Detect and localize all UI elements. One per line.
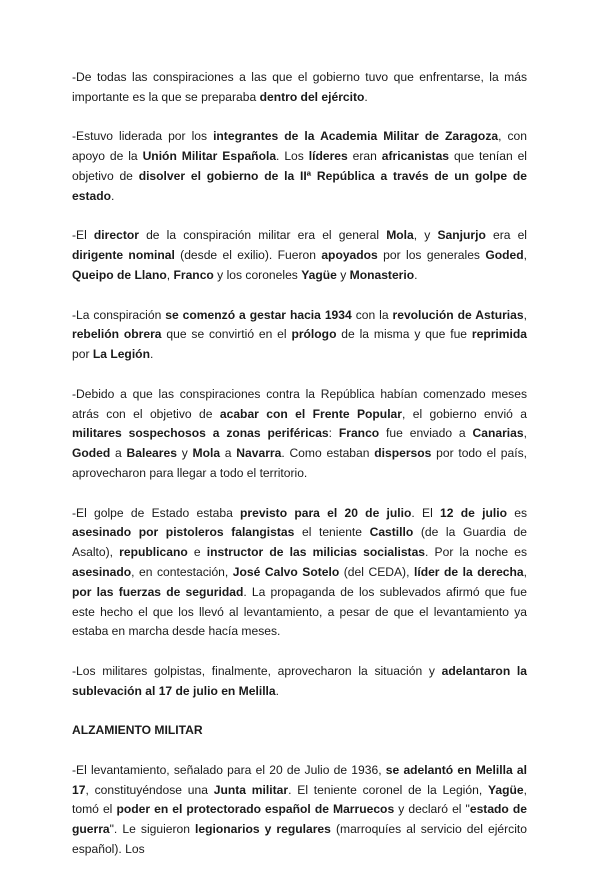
text-run: -Los militares golpistas, finalmente, aprovecharon la situación y	[72, 663, 442, 678]
bold-text: Sanjurjo	[437, 228, 486, 243]
bold-text: dirigente nominal	[72, 248, 175, 263]
document-body	[72, 68, 527, 880]
text-run: .	[414, 267, 418, 282]
text-run: de la conspiración militar era el general	[138, 228, 387, 243]
text-run: (marroquíes al servicio del ejército español). Los	[72, 822, 527, 857]
text-run: con la	[351, 307, 393, 322]
bold-text: La Legión	[92, 347, 150, 362]
bold-text: líderes	[308, 149, 348, 164]
bold-text: acabar con el Frente Popular	[219, 406, 402, 421]
text-run: :	[328, 426, 339, 441]
text-run: -Estuvo liderada por los	[72, 129, 214, 144]
text-run: y declaró el "	[394, 802, 470, 817]
text-run: , tomó el	[72, 782, 527, 817]
text-run: . Por la noche es	[425, 545, 527, 560]
text-run: , el gobierno envió a	[401, 406, 528, 421]
bold-text: instructor de las milicias socialistas	[206, 545, 426, 560]
section-heading: ALZAMIENTO MILITAR	[72, 723, 203, 738]
text-run: -El levantamiento, señalado para el 20 de Julio de 1936,	[72, 762, 386, 777]
bold-text: reprimida	[471, 327, 528, 342]
text-run: -El golpe de Estado estaba	[72, 505, 241, 520]
bold-text: Goded	[485, 248, 524, 263]
text-run: .	[110, 188, 115, 203]
text-run: (de la Guardia de Asalto),	[72, 525, 528, 560]
bold-text: rebelión obrera	[72, 327, 162, 342]
text-run: eran	[347, 149, 382, 164]
text-run: por los generales	[377, 248, 486, 263]
paragraph	[72, 662, 527, 702]
paragraph	[72, 68, 527, 108]
bold-text: republicano	[119, 545, 188, 560]
paragraph	[72, 761, 527, 860]
bold-text: africanistas	[381, 149, 450, 164]
bold-text: José Calvo Sotelo	[232, 564, 340, 579]
text-run: por	[72, 347, 93, 362]
text-run: . La propaganda de los sublevados afirmó que fue este hecho el que los llevó al levantamiento, a pesar de que el levantamiento ya estaba en marcha desde hacía meses.	[72, 584, 527, 639]
text-run: y	[176, 446, 193, 461]
text-run: el teniente	[294, 525, 370, 540]
text-run: (del CEDA),	[339, 564, 414, 579]
paragraph-group	[72, 761, 527, 860]
bold-text: Baleares	[126, 446, 177, 461]
bold-text: revolución de Asturias	[392, 307, 524, 322]
bold-text: estado de guerra	[72, 802, 527, 837]
text-run: , constituyéndose una	[85, 782, 214, 797]
bold-text: poder en el protectorado español de Marruecos	[116, 802, 395, 817]
text-run: -Debido a que las conspiraciones contra la República habían comenzado meses atrás con el objetivo de	[72, 386, 527, 421]
text-run: -De todas las conspiraciones a las que el gobierno tuvo que enfrentarse, la más importante es la que se preparaba	[72, 70, 527, 104]
bold-text: 12 de julio	[440, 505, 507, 520]
paragraph	[72, 504, 527, 643]
text-run: ,	[523, 564, 528, 579]
text-run: por todo el país, aprovecharon para llegar a todo el territorio.	[72, 446, 527, 480]
bold-text: dispersos	[374, 446, 432, 461]
text-run: a	[110, 446, 127, 461]
bold-text: militares sospechosos a zonas periféricas	[72, 426, 329, 441]
text-run: -La conspiración	[72, 307, 166, 322]
text-run: e	[187, 545, 207, 560]
text-run: era el	[485, 228, 527, 243]
bold-text: dentro del ejército	[259, 89, 365, 104]
text-run: y los coroneles	[213, 267, 302, 282]
bold-text: adelantaron la sublevación al 17 de julio en Melilla	[72, 663, 528, 698]
bold-text: Queipo de Llano	[72, 267, 167, 282]
paragraph-group	[72, 68, 527, 702]
bold-text: Yagüe	[487, 782, 524, 797]
text-run: y	[336, 267, 350, 282]
bold-text: Navarra	[236, 446, 282, 461]
text-run: de la misma y que fue	[336, 327, 472, 342]
bold-text: prólogo	[291, 327, 337, 342]
bold-text: asesinado por pistoleros falangistas	[72, 525, 295, 540]
bold-text: Yagüe	[301, 267, 337, 282]
text-run: .	[364, 89, 368, 104]
bold-text: legionarios y regulares	[195, 822, 331, 837]
bold-text: Unión Militar Española	[142, 149, 277, 164]
text-run: . Los	[276, 149, 309, 164]
bold-text: por las fuerzas de seguridad	[72, 584, 244, 599]
text-run: a	[220, 446, 237, 461]
text-run: es	[506, 505, 527, 520]
bold-text: Franco	[338, 426, 380, 441]
paragraph	[72, 385, 527, 484]
bold-text: Mola	[192, 446, 221, 461]
text-run: ,	[166, 267, 174, 282]
text-run: fue enviado a	[379, 426, 473, 441]
text-run: . El	[411, 505, 441, 520]
text-run: ,	[523, 307, 527, 322]
bold-text: líder de la derecha	[413, 564, 524, 579]
bold-text: Franco	[173, 267, 214, 282]
text-run: que se convirtió en el	[161, 327, 292, 342]
bold-text: Castillo	[369, 525, 414, 540]
text-run: .	[275, 683, 280, 698]
text-run: . El teniente coronel de la Legión,	[288, 782, 488, 797]
text-run: que tenían el objetivo de	[72, 149, 527, 183]
text-run: (desde el exilio). Fueron	[174, 248, 322, 263]
text-run: -El	[72, 228, 94, 243]
bold-text: Monasterio	[349, 267, 415, 282]
text-run: , en contestación,	[131, 564, 233, 579]
bold-text: director	[93, 228, 139, 243]
bold-text: integrantes de la Academia Militar de Zaragoza	[213, 129, 499, 144]
bold-text: se comenzó a gestar hacia 1934	[165, 307, 352, 322]
paragraph	[72, 127, 527, 206]
bold-text: Junta militar	[213, 782, 289, 797]
text-run: ". Le siguieron	[109, 822, 196, 837]
text-run: .	[149, 347, 154, 362]
bold-text: Goded	[72, 446, 111, 461]
bold-text: previsto para el 20 de julio	[240, 505, 412, 520]
bold-text: disolver el gobierno de la IIª República a través de un golpe de estado	[72, 168, 527, 203]
text-run: ,	[523, 426, 527, 441]
text-run: ,	[523, 248, 528, 263]
text-run: , y	[413, 228, 438, 243]
bold-text: Mola	[386, 228, 414, 243]
bold-text: asesinado	[72, 564, 132, 579]
paragraph	[72, 306, 527, 365]
paragraph	[72, 226, 527, 285]
text-run: . Como estaban	[281, 446, 375, 461]
bold-text: Canarias	[472, 426, 524, 441]
bold-text: apoyados	[321, 248, 378, 263]
bold-text: se adelantó en Melilla al 17	[72, 762, 527, 797]
text-run: , con apoyo de la	[72, 129, 527, 164]
